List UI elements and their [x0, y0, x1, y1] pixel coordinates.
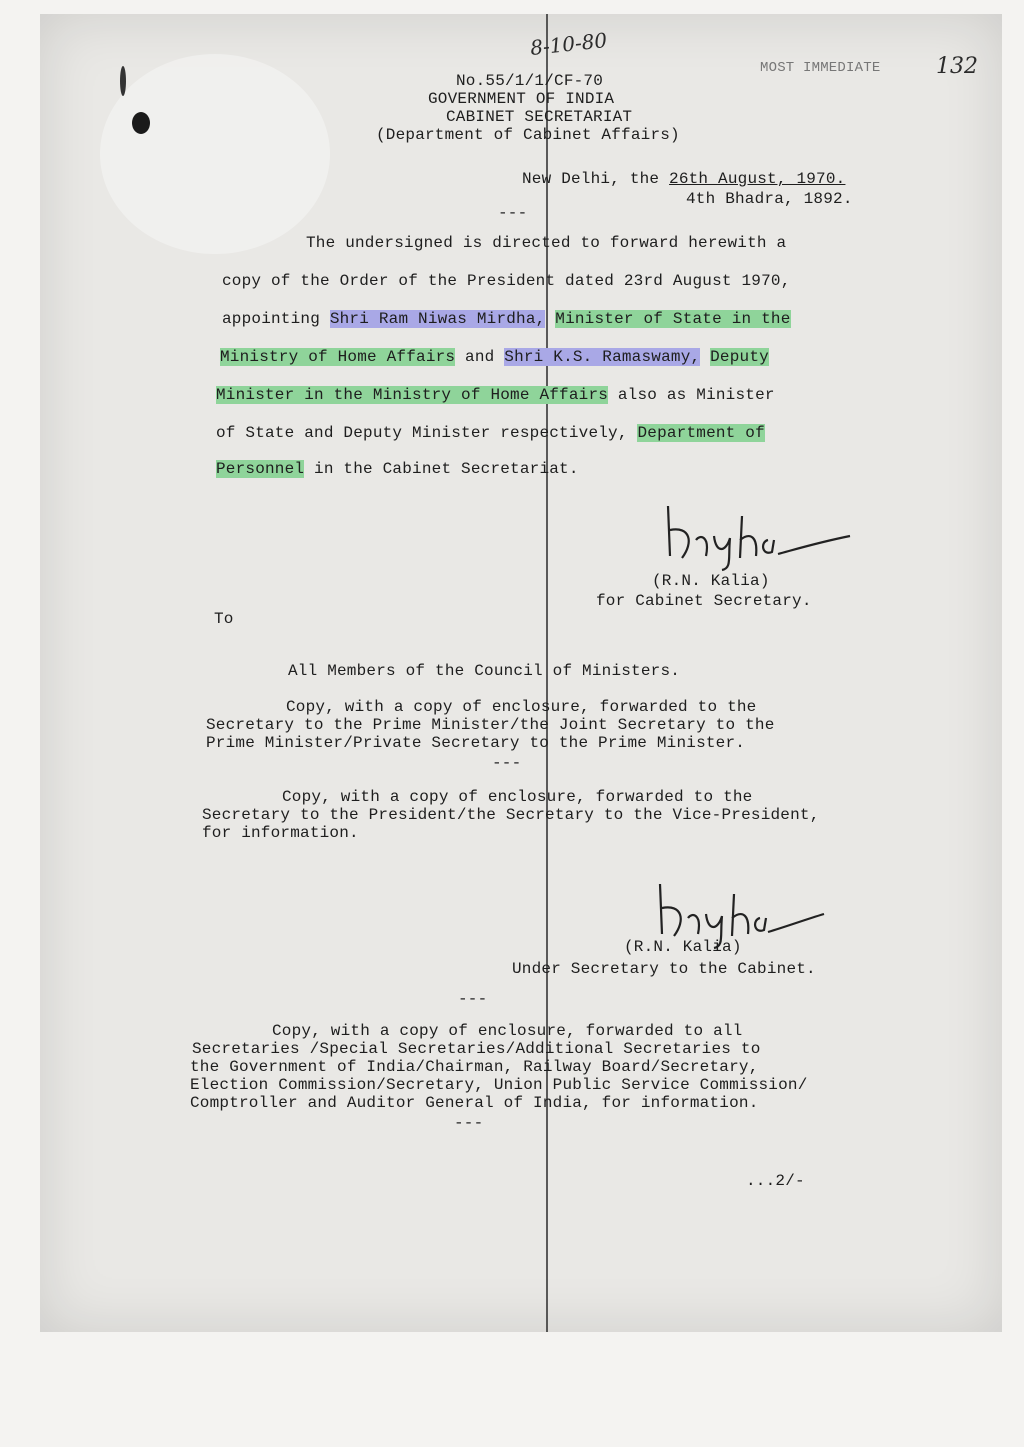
- department-heading: (Department of Cabinet Affairs): [376, 126, 680, 144]
- highlight-designation: Minister in the Ministry of Home Affairs: [216, 386, 609, 404]
- signatory-designation: for Cabinet Secretary.: [596, 592, 812, 610]
- handwritten-date: 8-10-80: [528, 28, 609, 60]
- to-label: To: [214, 610, 234, 628]
- page-continuation: ...2/-: [746, 1172, 805, 1190]
- signatory-name: (R.N. Kalia): [624, 938, 742, 956]
- copy1-divider: ---: [492, 754, 522, 772]
- punch-mark: [132, 112, 150, 134]
- text-run: also as Minister: [608, 386, 775, 404]
- highlight-designation: Ministry of Home Affairs: [220, 348, 456, 366]
- signatory-name: (R.N. Kalia): [652, 572, 770, 590]
- text-run: appointing: [222, 310, 330, 328]
- body-line-7: [216, 460, 579, 478]
- file-number: No.55/1/1/CF-70: [456, 72, 604, 90]
- page-mark: 132: [936, 54, 978, 79]
- copy3-line-4: Election Commission/Secretary, Union Public Service Commission/: [190, 1076, 808, 1094]
- text-run: of State and Deputy Minister respectively,: [216, 424, 638, 442]
- text-run: in the Cabinet Secretariat.: [304, 460, 579, 478]
- signature-scrawl: [660, 496, 860, 576]
- body-line-4: [220, 348, 769, 366]
- highlight-department: Department of: [637, 424, 765, 442]
- signatory-designation: Under Secretary to the Cabinet.: [512, 960, 816, 978]
- copy2-line-1: Copy, with a copy of enclosure, forwarded to the: [282, 788, 753, 806]
- body-line-6: [216, 424, 765, 442]
- copy2-line-3: for information.: [202, 824, 359, 842]
- copy3-line-3: the Government of India/Chairman, Railway Board/Secretary,: [190, 1058, 759, 1076]
- body-line-3: [222, 310, 791, 328]
- text-run: [700, 348, 710, 366]
- copy1-line-3: Prime Minister/Private Secretary to the Prime Minister.: [206, 734, 746, 752]
- copy3-divider: ---: [454, 1114, 484, 1132]
- secretariat-heading: CABINET SECRETARIAT: [446, 108, 633, 126]
- body-line-5: [216, 386, 775, 404]
- place-prefix: New Delhi, the: [522, 170, 670, 188]
- body-line-2: copy of the Order of the President dated 23rd August 1970,: [222, 272, 791, 290]
- government-heading: GOVERNMENT OF INDIA: [428, 90, 615, 108]
- most-immediate-stamp: MOST IMMEDIATE: [760, 60, 881, 76]
- copy1-line-1: Copy, with a copy of enclosure, forwarded to the: [286, 698, 757, 716]
- place-date: [522, 170, 845, 188]
- copy3-line-1: Copy, with a copy of enclosure, forwarded to all: [272, 1022, 743, 1040]
- highlight-person-name: Shri K.S. Ramaswamy,: [504, 348, 701, 366]
- highlight-department: Personnel: [216, 460, 305, 478]
- punch-mark: [120, 66, 126, 96]
- copy3-line-5: Comptroller and Auditor General of India, for information.: [190, 1094, 759, 1112]
- svg-text:Kalia: Kalia: [660, 496, 664, 497]
- copy2-line-2: Secretary to the President/the Secretary to the Vice-President,: [202, 806, 820, 824]
- highlight-person-name: Shri Ram Niwas Mirdha,: [329, 310, 546, 328]
- text-run: [545, 310, 555, 328]
- document-page: [40, 14, 1002, 1332]
- highlight-designation: Minister of State in the: [555, 310, 791, 328]
- letter-date: 26th August, 1970.: [669, 170, 846, 188]
- indian-date: 4th Bhadra, 1892.: [686, 190, 853, 208]
- svg-text:Kalia: Kalia: [654, 876, 658, 877]
- recipients: All Members of the Council of Ministers.: [288, 662, 681, 680]
- text-run: and: [455, 348, 505, 366]
- copy3-line-2: Secretaries /Special Secretaries/Additional Secretaries to: [192, 1040, 761, 1058]
- signature2-divider: ---: [458, 990, 488, 1008]
- body-line-1: The undersigned is directed to forward herewith a: [306, 234, 787, 252]
- paper-stain: [100, 54, 330, 254]
- highlight-designation: Deputy: [710, 348, 769, 366]
- header-divider: ---: [498, 204, 528, 222]
- copy1-line-2: Secretary to the Prime Minister/the Joint Secretary to the: [206, 716, 775, 734]
